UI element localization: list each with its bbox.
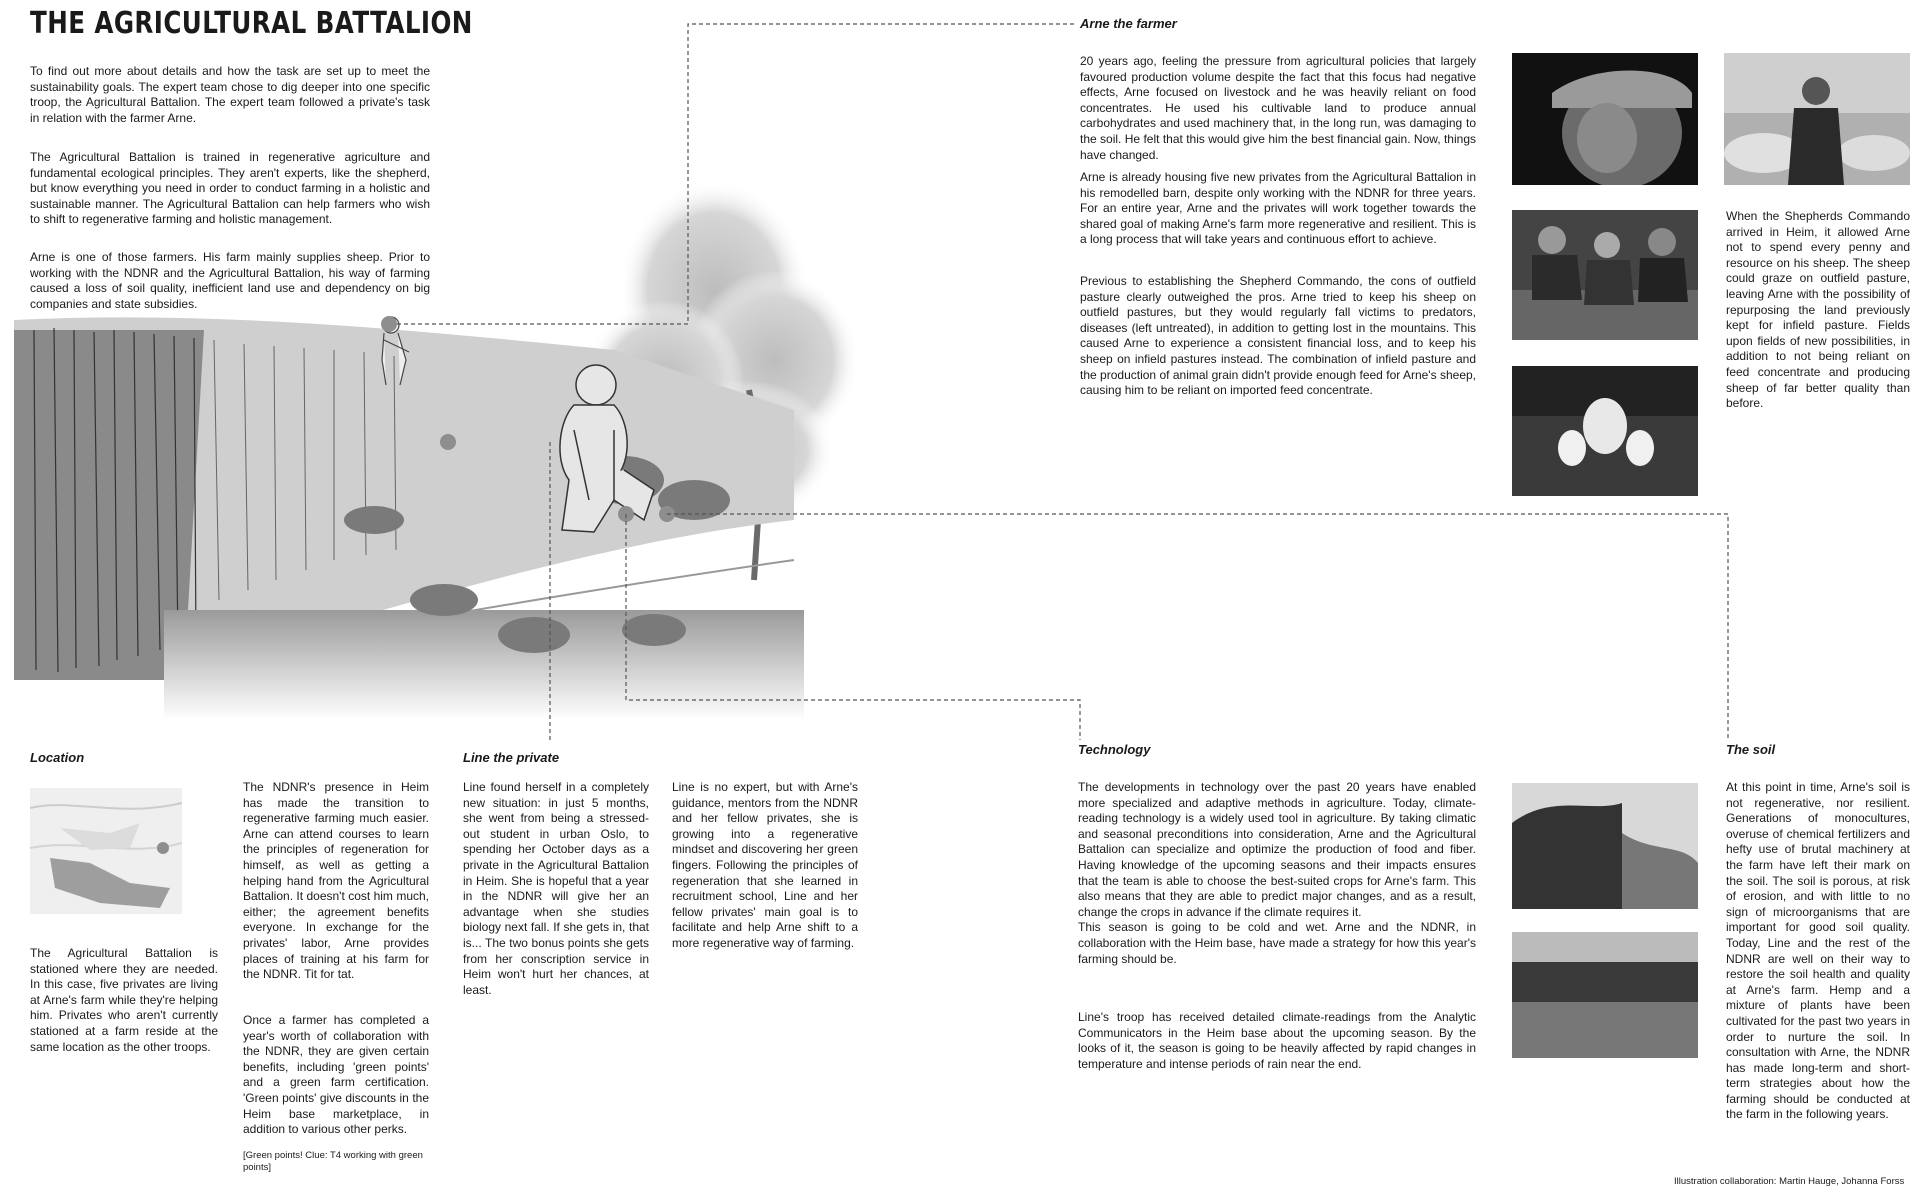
location-heading: Location [30,750,85,765]
location-map [30,788,182,914]
photo-shepherd-with-sheep [1724,53,1910,185]
technology-paragraph-2: Line's troop has received detailed climate-readings from the Analytic Communicators in the Heim base about the upcoming season. By the looks of it, the season is going to be heavily affected by rapid changes in temperature and intense periods of rain near the end. [1078,1010,1476,1071]
technology-paragraph-1: The developments in technology over the past 20 years have enabled more specialized and adaptive methods in agriculture. Today, climate-reading technology is a widely used tool in agriculture. By taking climatic and seasonal preconditions into consideration, Arne and the Agricultural Battalion can specialize and optimize the production of food and fiber. Having knowledge of the upcoming seasons and their impacts ensures that the team is able to choose the best-suited crops for Arne's farm. This also means that they are able to predict major changes, and as a result, change the crops in advance if the climate requires it. This season is going to be cold and wet. Arne and the NDNR, in collaboration with the Heim base, have made a strategy for how this year's farming should be. [1078,780,1476,966]
photo-weather-landscape [1512,783,1698,909]
intro-paragraph-2: The Agricultural Battalion is trained in regenerative agriculture and fundamental ecological principles. They aren't experts, like the shepherd, but know everything you need in order to conduct farming in a holistic and sustainable manner. The Agricultural Battalion can help farmers who wish to shift to regenerative farming and holistic management. [30,150,430,227]
photo-privates-working [1512,210,1698,340]
line-paragraph-2: Line is no expert, but with Arne's guidance, mentors from the NDNR and her fellow privates, she is growing into a regenerative mindset and discovering her green fingers. Following the principles of regeneration that she learned in recruitment school, Line and her fellow privates' main goal is to facilitate and help Arne shift to a more regenerative way of farming. [672,780,858,950]
line-heading: Line the private [463,750,560,765]
technology-heading: Technology [1078,742,1151,757]
line-paragraph-1: Line found herself in a completely new situation: in just 5 months, she went from being a stressed-out student in urban Oslo, to spending her October days as a private in the Agricultural Battalion in Heim. She is hopeful that a year in the NDNR will give her an advantage when she studies biology next fall. If she gets in, that is... The two bonus points she gets from her conscription service in Heim won't hurt her chances, at least. [463,780,649,997]
arne-paragraph-3: Previous to establishing the Shepherd Commando, the cons of outfield pasture clearly outweighed the pros. Arne tried to keep his sheep on outfield pastures, but they would regularly fall victims to predators, diseases (left untreated), in addition to getting lost in the mountains. This caused Arne to experience a consistent financial loss, and to keep his sheep on infield pastures instead. The combination of infield pasture and the production of animal grain didn't provide enough feed for Arne's sheep, causing him to be reliant on imported feed concentrate. [1080,274,1476,398]
arne-paragraph-1: 20 years ago, feeling the pressure from agricultural policies that largely favoured production volume despite the fact that this focus had negative effects, Arne focused on livestock and he was heavily reliant on food concentrates. He used his cultivable land to produce annual carbohydrates and used machinery that, in the long run, was damaging to the soil. He felt that this would give him the best financial gain. Now, things have changed. [1080,54,1476,162]
location-paragraph-1: The Agricultural Battalion is stationed where they are needed. In this case, five privates are living at Arne's farm while they're helping him. Privates who aren't currently stationed at a farm reside at the same location as the other troops. [30,946,218,1054]
photo-sheep-and-lambs [1512,366,1698,496]
soil-heading: The soil [1726,742,1776,757]
location-paragraph-3: Once a farmer has completed a year's worth of collaboration with the NDNR, they are given certain benefits, including 'green points' and a green farm certification. 'Green points' give discounts in the Heim base marketplace, in addition to various other perks. [243,1013,429,1137]
connector-technology [626,514,1080,740]
location-paragraph-2: The NDNR's presence in Heim has made the transition to regenerative farming much easier. Arne can attend courses to learn the principles of regeneration for himself, as well as getting a helping hand from the Agricultural Battalion. It doesn't cost him much, either; the agreement benefits everyone. In exchange for the privates' labor, Arne provides places of training at his farm for the NDNR. Tit for tat. [243,780,429,982]
arne-side-paragraph: When the Shepherds Commando arrived in Heim, it allowed Arne not to spend every penny and resource on his sheep. The sheep could graze on outfield pasture, leaving Arne with the possibility of repurposing the land previously kept for infield pasture. Fields upon fields of new possibilities, in addition to not being reliant on feed concentrate and producing sheep of far better quality than before. [1726,209,1910,411]
arne-paragraph-2: Arne is already housing five new privates from the Agricultural Battalion in his remodelled barn, despite only working with the NDNR for three years. For an entire year, Arne and the privates will work together towards the shared goal of making Arne's farm more regenerative and resilient. This is a long process that will take years and continuous effort to achieve. [1080,170,1476,247]
illustration-credit: Illustration collaboration: Martin Hauge, Johanna Forss [1674,1176,1905,1187]
location-note: [Green points! Clue: T4 working with green points] [243,1150,423,1173]
photo-soil-cross-section [1512,932,1698,1058]
connector-soil [667,514,1728,740]
intro-paragraph-1: To find out more about details and how the task are set up to meet the sustainability goals. The expert team chose to dig deeper into one specific troop, the Agricultural Battalion. The expert team followed a private's task in relation with the farmer Arne. [30,64,430,125]
photo-farmer-portrait [1512,53,1698,185]
arne-heading: Arne the farmer [1080,16,1177,31]
connector-arne [397,24,1075,324]
intro-paragraph-3: Arne is one of those farmers. His farm mainly supplies sheep. Prior to working with the NDNR and the Agricultural Battalion, his way of farming caused a loss of soil quality, inefficient land use and dependency on big companies and state subsidies. [30,250,430,311]
map-location-marker [157,842,169,854]
soil-paragraph: At this point in time, Arne's soil is not regenerative, nor resilient. Generations of monocultures, overuse of chemical fertilizers and hefty use of brutal machinery at the farm have left their mark on the soil. The soil is porous, at risk of erosion, and with little to no sign of microorganisms that are important for good soil quality. Today, Line and the rest of the NDNR are well on their way to restore the soil health and quality at Arne's farm. Hemp and a mixture of plants have been cultivated for the past two years in order to nurture the soil. In consultation with Arne, the NDNR has made long-term and short-term strategies about how the farming should be conducted at the farm in the following years. [1726,780,1910,1122]
page-title: THE AGRICULTURAL BATTALION [30,6,473,41]
